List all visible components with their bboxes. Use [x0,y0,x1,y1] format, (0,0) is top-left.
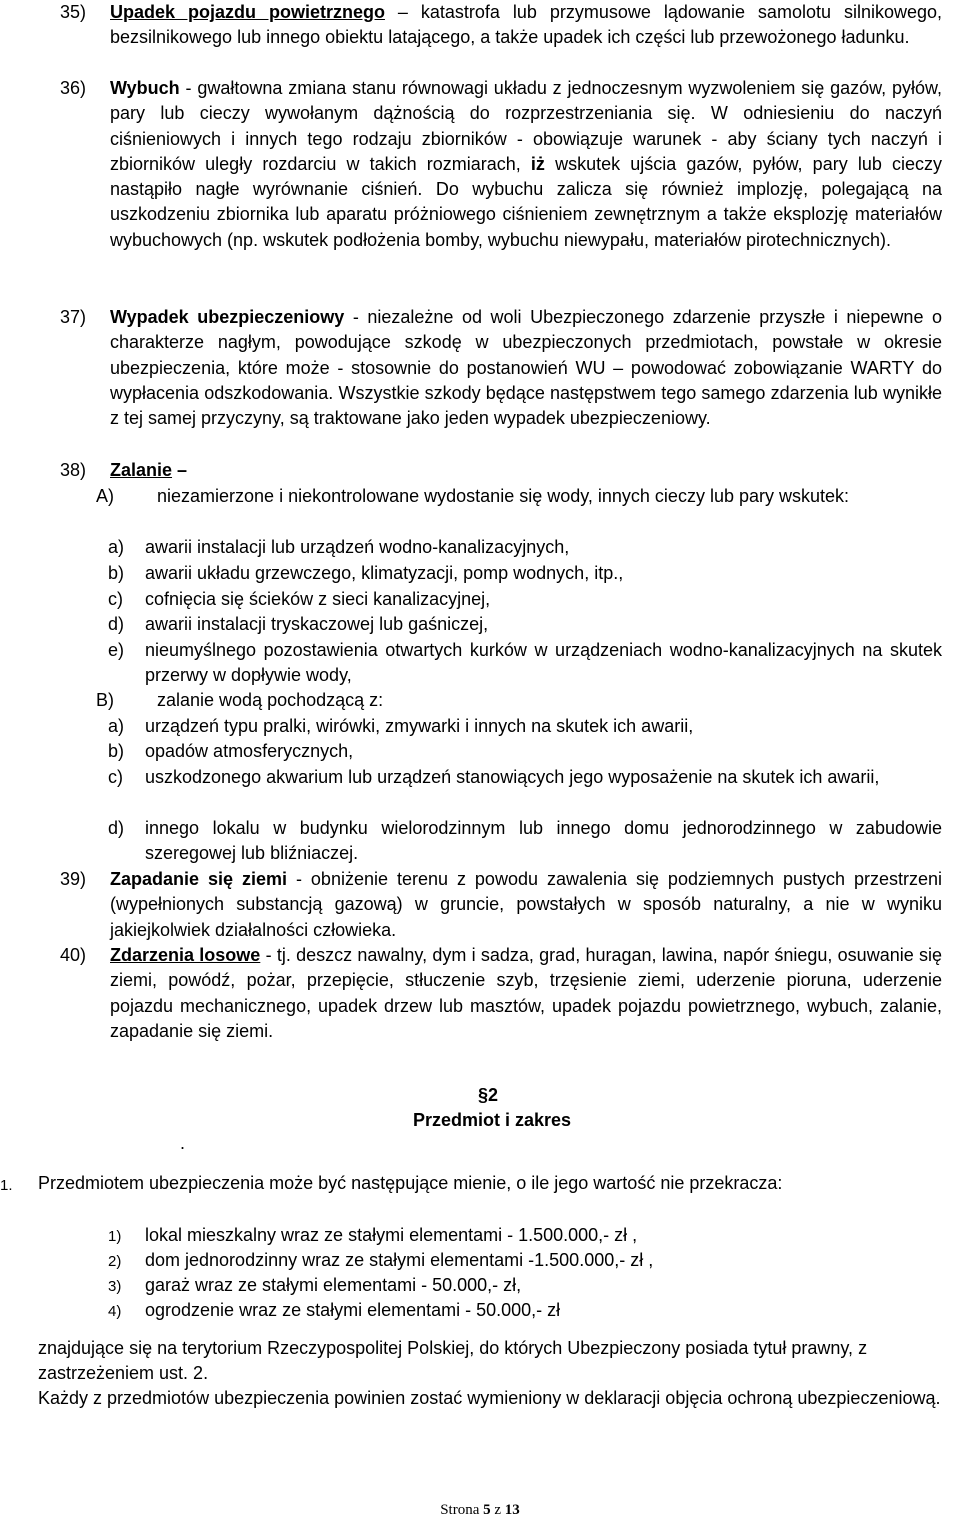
definition-description: - gwałtowna zmiana stanu równowagi układu z jednoczesnym wyzwoleniem się gazów, pyłów, pary lub cieczy wywołanym dążnością do rozprzestrzeniania się. W odniesieniu do naczyń ciśnieniowych i innych tego rodzaju zbiorników - obowiązuje warunek - aby ściany tych naczyń i zbiorników uległy rozdarciu w takich rozmiarach, [110,78,942,174]
item-number: 36) [60,78,87,98]
sub-text: awarii instalacji lub urządzeń wodno-kanalizacyjnych, [145,537,570,557]
definition-term: Wybuch [110,78,180,98]
definition-40 [62,943,942,1044]
sub-text: zalanie wodą pochodzącą z: [157,690,384,710]
list-item [108,612,942,637]
definition-text [110,0,942,51]
definition-text [110,943,942,1044]
sub-label: A) [96,486,114,506]
closing-paragraph: znajdujące się na terytorium Rzeczypospolitej Polskiej, do których Ubezpieczony posiada tytuł prawny, z zastrzeżeniem ust. 2. [38,1338,868,1384]
footer-prefix: Strona [440,1502,484,1518]
sub-text: cofnięcia się ścieków z sieci kanalizacyjnej, [145,589,491,609]
list-number: 4) [108,1303,122,1320]
definition-37 [62,305,942,431]
sub-label: c) [108,589,123,609]
closing-paragraph-2: Każdy z przedmiotów ubezpieczenia powinien zostać wymieniony w deklaracji objęcia ochroną ubezpieczeniową. [38,1388,941,1408]
item-number: 39) [60,869,87,889]
item-number: 38) [60,460,87,480]
definition-description: - niezależne od woli Ubezpieczonego zdarzenie przyszłe i niepewne o charakterze nagłym, powodujące szkodę w ubezpieczonych przedmiotach, powstałe w okresie ubezpieczenia, które może - stosownie do postanowień WU – powodować zobowiązanie WARTY do wypłacenia odszkodowania. Wszystkie szkody będące następstwem tego samego zdarzenia lub wynikłe z tej samej przyczyny, są traktowane jako jeden wypadek ubezpieczeniowy. [110,307,943,429]
sub-text: urządzeń typu pralki, wirówki, zmywarki i innych na skutek ich awarii, [145,716,694,736]
point-number: 1. [0,1177,13,1194]
sub-label: b) [108,741,125,761]
definition-term: Zapadanie się ziemi [110,869,287,889]
item-number: 35) [60,2,87,22]
definition-term: Upadek pojazdu powietrznego [110,2,385,22]
sub-label: e) [108,640,125,660]
sub-label: B) [96,690,114,710]
definition-39 [62,867,942,943]
list-text: garaż wraz ze stałymi elementami - 50.000,- zł, [145,1275,522,1295]
list-number: 1) [108,1228,122,1245]
item-number: 37) [60,307,87,327]
sub-text: awarii instalacji tryskaczowej lub gaśniczej, [145,614,489,634]
sub-label: a) [108,716,125,736]
list-item [108,739,942,764]
list-item [108,1248,942,1273]
list-text: dom jednorodzinny wraz ze stałymi elementami -1.500.000,- zł , [145,1250,654,1270]
point-text: Przedmiotem ubezpieczenia może być następujące mienie, o ile jego wartość nie przekracza: [38,1173,783,1193]
sub-text: niezamierzone i niekontrolowane wydostanie się wody, innych cieczy lub pary wskutek: [157,486,850,506]
sub-text: uszkodzonego akwarium lub urządzeń stanowiących jego wyposażenie na skutek ich awarii, [145,767,880,787]
definition-text [110,76,942,253]
list-text: lokal mieszkalny wraz ze stałymi elementami - 1.500.000,- zł , [145,1225,638,1245]
sub-text: opadów atmosferycznych, [145,741,354,761]
definition-term: Zalanie [110,460,173,480]
zalanie-A [96,484,942,509]
sub-label: a) [108,537,125,557]
sub-label: c) [108,767,123,787]
page-total: 13 [504,1502,520,1518]
list-item [108,561,942,586]
definition-term: Wypadek ubezpieczeniowy [110,307,345,327]
stray-dot: . [180,1133,186,1153]
definition-text [110,458,942,483]
definition-38 [62,458,942,483]
emphasis-word: iż [530,153,545,174]
sub-label: b) [108,563,125,583]
sub-text: nieumyślnego pozostawienia otwartych kurków w urządzeniach wodno-kanalizacyjnych na skutek przerwy w dopływie wody, [145,640,942,686]
definition-term: Zdarzenia losowe [110,945,261,965]
definition-dash: – [172,460,188,480]
definition-description: – katastrofa lub przymusowe lądowanie samolotu silnikowego, bezsilnikowego lub innego obiektu latającego, a także upadek ich części lub przewożonego ładunku. [110,2,942,48]
sub-label: d) [108,818,125,838]
list-number: 2) [108,1253,122,1270]
definition-description-cont: wskutek ujścia gazów, pyłów, pary lub cieczy nastąpiło nagłe wyrównanie ciśnień. Do wybuchu zalicza się również implozję, polegającą na uszkodzeniu zbiornika lub aparatu próżniowego ciśnieniem zewnętrznym a także eksplozję materiałów wybuchowych (np. wskutek podłożenia bomby, wybuchu niewypału, materiałów pirotechnicznych). [110,153,942,250]
list-item [108,587,942,612]
definition-36 [62,76,942,253]
list-item [108,1223,942,1248]
list-item [108,1273,942,1298]
sub-text: awarii układu grzewczego, klimatyzacji, pomp wodnych, itp., [145,563,624,583]
list-item [108,714,942,739]
list-item [108,816,942,867]
definition-text [110,305,942,431]
list-item [108,1298,942,1323]
list-item [108,535,942,560]
definition-text [110,867,942,943]
item-number: 40) [60,945,87,965]
definition-description: - obniżenie terenu z powodu zawalenia się podziemnych pustych przestrzeni (wypełnionych substancją gazową) w gruncie, powstałych w sposób naturalny, a nie w wyniku jakiejkolwiek działalności człowieka. [110,869,942,940]
sub-text: innego lokalu w budynku wielorodzinnym lub innego domu jednorodzinnego w zabudowie szeregowej lub bliźniaczej. [145,818,942,864]
zalanie-B [96,688,942,713]
definition-35 [62,0,942,51]
list-item [108,765,942,790]
footer-separator: z [490,1502,505,1518]
page-footer [0,1501,960,1519]
list-number: 3) [108,1278,122,1295]
list-text: ogrodzenie wraz ze stałymi elementami - 50.000,- zł [145,1300,561,1320]
list-item [108,638,942,689]
definition-description: - tj. deszcz nawalny, dym i sadza, grad, huragan, lawina, napór śniegu, osuwanie się ziemi, powódź, pożar, przepięcie, stłuczenie szyb, trzęsienie ziemi, uderzenie pioruna, uderzenie pojazdu mechanicznego, upadek drzew lub masztów, upadek pojazdu powietrznego, wybuch, zalanie, zapadanie się ziemi. [110,945,942,1041]
page-number: 5 [483,1502,491,1518]
section-title: Przedmiot i zakres [412,1110,572,1130]
sub-label: d) [108,614,125,634]
section-sign: §2 [477,1085,499,1105]
